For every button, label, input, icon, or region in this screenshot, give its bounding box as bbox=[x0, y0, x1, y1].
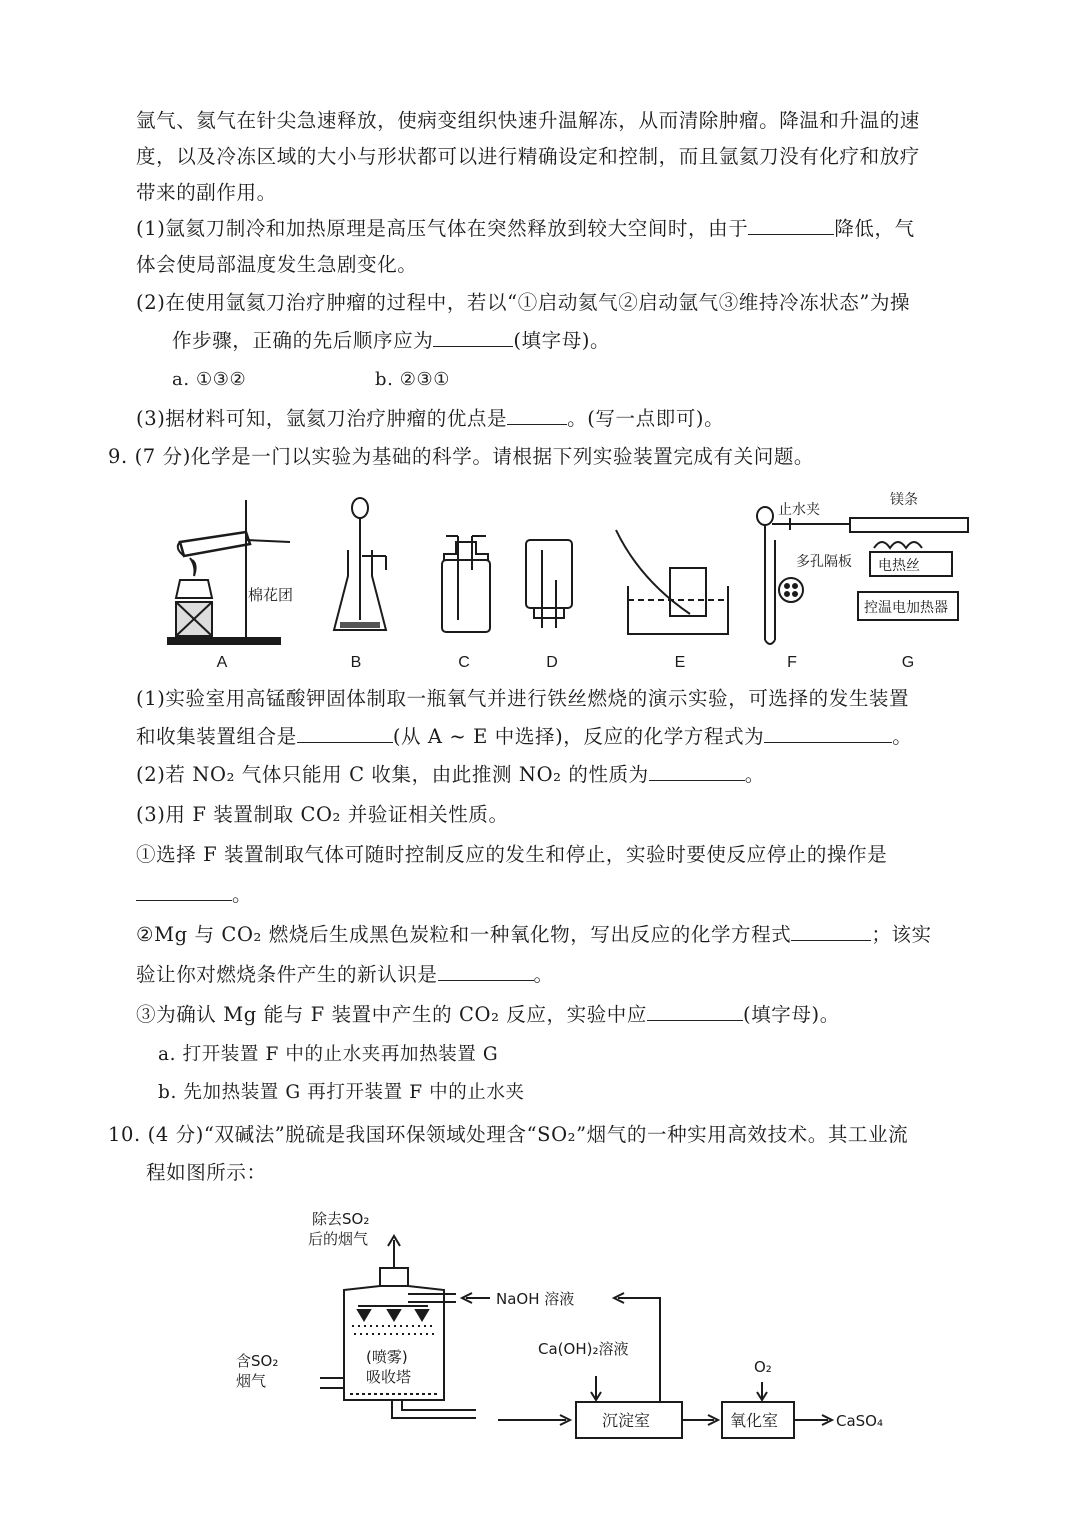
q8-part1-line-2: 体会使局部温度发生急剧变化。 bbox=[136, 253, 418, 276]
flow-o2-label: O₂ bbox=[754, 1358, 772, 1376]
q8-part2-answer-blank[interactable] bbox=[433, 328, 513, 347]
intro-line-2: 度，以及冷冻区域的大小与形状都可以进行精确设定和控制，而且氩氦刀没有化疗和放疗 bbox=[136, 145, 920, 168]
label-heater: 电热丝 bbox=[878, 558, 920, 574]
q8-option-a: a. ①③② bbox=[172, 369, 247, 390]
flow-settle-room: 沉淀室 bbox=[602, 1411, 651, 1430]
q9-sub2-answer-blank[interactable] bbox=[438, 962, 534, 981]
apparatus-f bbox=[757, 507, 830, 644]
q9-part1-combo-blank[interactable] bbox=[297, 724, 393, 743]
q9-sub3-answer-blank[interactable] bbox=[647, 1002, 743, 1021]
q9-part1-equation-blank[interactable] bbox=[764, 724, 892, 743]
q9-part2-answer-blank[interactable] bbox=[649, 762, 745, 781]
q9-sub1-text-b: 。 bbox=[232, 883, 253, 906]
flow-out-gas-line-2: 后的烟气 bbox=[308, 1230, 369, 1248]
flow-out-gas-line-1: 除去SO₂ bbox=[312, 1210, 370, 1228]
flow-caoh2-label: Ca(OH)₂溶液 bbox=[538, 1340, 629, 1358]
desulfurization-flow-diagram bbox=[220, 1200, 920, 1460]
apparatus-b bbox=[334, 498, 386, 630]
q8-part2-line-2 bbox=[172, 328, 610, 354]
q9-part2-text-a: (2)若 NO₂ 气体只能用 C 收集，由此推测 NO₂ 的性质为 bbox=[136, 763, 649, 786]
label-cotton: 棉花团 bbox=[248, 586, 294, 604]
q9-part2-text-b: 。 bbox=[744, 763, 765, 786]
q9-part1-text-a: 和收集装置组合是 bbox=[136, 725, 297, 748]
q9-sub1-line-1: ①选择 F 装置制取气体可随时控制反应的发生和停止，实验时要使反应停止的操作是 bbox=[136, 843, 888, 866]
fig-label-e: E bbox=[674, 654, 686, 671]
q8-part3-answer-blank[interactable] bbox=[507, 406, 567, 425]
label-plate: 多孔隔板 bbox=[796, 554, 852, 570]
q10-heading-line-1: 10. (4 分)“双碱法”脱硫是我国环保领域处理含“SO₂”烟气的一种实用高效技术。其工业流 bbox=[108, 1123, 909, 1146]
q9-sub2-text-c: 验让你对燃烧条件产生的新认识是 bbox=[136, 963, 438, 986]
label-ribbon: 镁条 bbox=[890, 492, 918, 508]
label-controller: 控温电加热器 bbox=[864, 600, 948, 616]
fig-label-f: F bbox=[787, 654, 797, 671]
q8-part2-line-1: (2)在使用氩氦刀治疗肿瘤的过程中，若以“①启动氦气②启动氩气③维持冷冻状态”为操 bbox=[136, 291, 911, 314]
fig-label-d: D bbox=[546, 654, 558, 671]
q8-part1-text-b: 降低，气 bbox=[834, 217, 915, 240]
label-clamp: 止水夹 bbox=[778, 502, 820, 518]
apparatus-figure bbox=[150, 480, 980, 650]
q9-sub2-text-b: ；该实 bbox=[871, 923, 932, 946]
q9-sub2-line-2 bbox=[136, 962, 554, 988]
q8-part1-text-a: (1)氩氦刀制冷和加热原理是高压气体在突然释放到较大空间时，由于 bbox=[136, 217, 749, 240]
q9-sub2-text-d: 。 bbox=[533, 963, 554, 986]
q9-part3-heading: (3)用 F 装置制取 CO₂ 并验证相关性质。 bbox=[136, 803, 509, 826]
flow-tower-label: 吸收塔 bbox=[366, 1368, 412, 1386]
q9-sub2-text-a: ②Mg 与 CO₂ 燃烧后生成黑色炭粒和一种氧化物，写出反应的化学方程式 bbox=[136, 923, 792, 946]
q9-sub2-line-1 bbox=[136, 922, 932, 948]
fig-label-c: C bbox=[458, 654, 470, 671]
q8-part1-line-1 bbox=[136, 216, 915, 242]
q8-part1-answer-blank[interactable] bbox=[748, 216, 834, 235]
flow-in-gas-line-2: 烟气 bbox=[236, 1372, 267, 1390]
q8-part2-text-b: (填字母)。 bbox=[513, 329, 611, 352]
q9-sub1-answer-blank[interactable] bbox=[136, 882, 232, 901]
q8-option-b: b. ②③① bbox=[375, 369, 450, 390]
fig-label-a: A bbox=[216, 654, 228, 671]
fig-label-g: G bbox=[901, 654, 915, 671]
q9-part1-text-b: (从 A ~ E 中选择)，反应的化学方程式为 bbox=[392, 725, 765, 748]
q9-part1-text-c: 。 bbox=[892, 725, 913, 748]
q9-heading: 9. (7 分)化学是一门以实验为基础的科学。请根据下列实验装置完成有关问题。 bbox=[108, 445, 815, 468]
q9-sub1-line-2 bbox=[136, 882, 252, 908]
apparatus-e bbox=[616, 530, 728, 634]
q9-sub3-text-b: (填字母)。 bbox=[743, 1003, 840, 1026]
q9-part2-line bbox=[136, 762, 765, 788]
q9-sub3-option-a: a. 打开装置 F 中的止水夹再加热装置 G bbox=[158, 1044, 499, 1065]
q8-part2-text-a: 作步骤，正确的先后顺序应为 bbox=[172, 329, 434, 352]
apparatus-d bbox=[526, 540, 572, 628]
q10-heading-line-2: 程如图所示： bbox=[146, 1161, 267, 1184]
intro-line-3: 带来的副作用。 bbox=[136, 181, 277, 204]
apparatus-a bbox=[168, 500, 290, 644]
fig-label-b: B bbox=[350, 654, 362, 671]
q8-part3-text-a: (3)据材料可知，氩氦刀治疗肿瘤的优点是 bbox=[136, 407, 508, 430]
q9-sub3-option-b: b. 先加热装置 G 再打开装置 F 中的止水夹 bbox=[158, 1082, 525, 1103]
q9-sub3-line bbox=[136, 1002, 840, 1028]
q9-part1-line-2 bbox=[136, 724, 912, 750]
intro-line-1: 氩气、氦气在针尖急速释放，使病变组织快速升温解冻，从而清除肿瘤。降温和升温的速 bbox=[136, 109, 920, 132]
apparatus-c bbox=[442, 536, 490, 632]
flow-product-label: CaSO₄ bbox=[836, 1412, 884, 1430]
q9-sub3-text-a: ③为确认 Mg 能与 F 装置中产生的 CO₂ 反应，实验中应 bbox=[136, 1003, 647, 1026]
q9-part1-line-1: (1)实验室用高锰酸钾固体制取一瓶氧气并进行铁丝燃烧的演示实验，可选择的发生装置 bbox=[136, 687, 910, 710]
flow-in-gas-line-1: 含SO₂ bbox=[236, 1352, 279, 1370]
q8-part3-line bbox=[136, 406, 724, 432]
q8-part3-text-b: 。(写一点即可)。 bbox=[567, 407, 725, 430]
q9-sub2-equation-blank[interactable] bbox=[791, 922, 871, 941]
flow-oxidation-room: 氧化室 bbox=[730, 1411, 779, 1430]
flow-spray-label: (喷雾) bbox=[366, 1348, 408, 1366]
flow-naoh-label: NaOH 溶液 bbox=[496, 1290, 575, 1308]
